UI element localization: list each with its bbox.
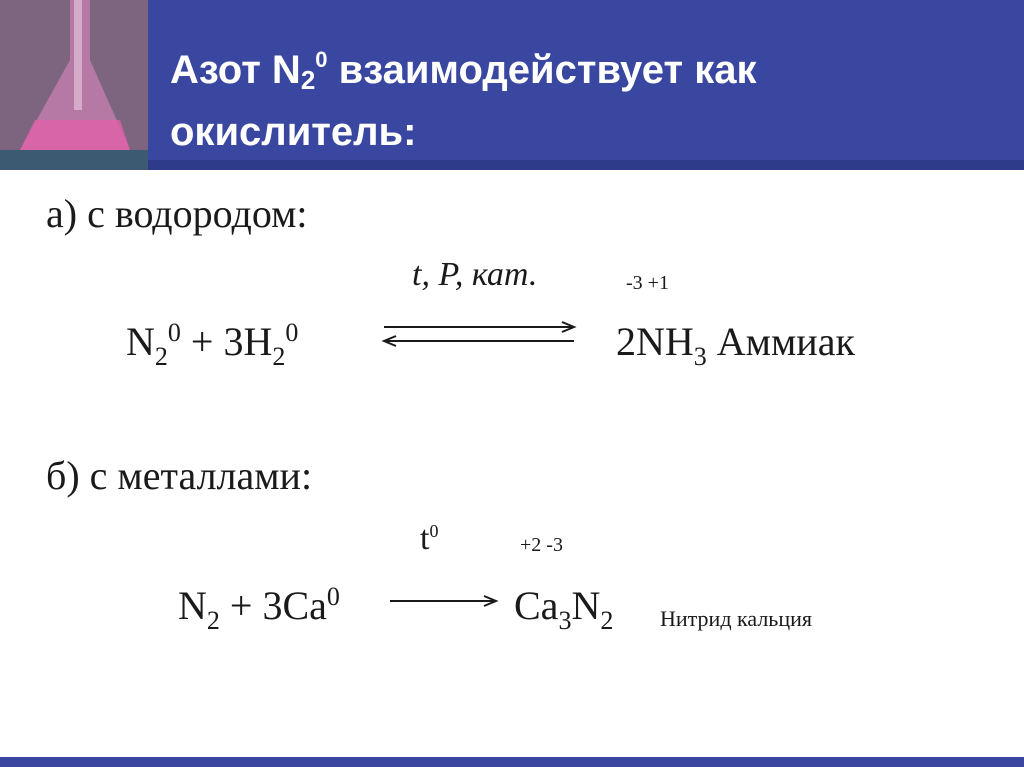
section-a-product: $2NH_3$ Аммиак (616, 319, 855, 371)
section-b-heading: б) с металлами: (46, 453, 313, 498)
section-a-heading: а) с водородом: (46, 191, 308, 236)
section-b-conditions: $t^0$ (420, 520, 439, 557)
section-a-conditions: t, P, кат. (412, 256, 538, 293)
header-band (0, 160, 1024, 170)
section-b-oxidation-states: +2 -3 (520, 534, 563, 556)
section-b-reactants: $N_2 + 3Ca^0$ (178, 582, 340, 635)
ammonia-label: Аммиак (716, 319, 855, 364)
reaction-arrow (388, 592, 500, 610)
slide-title: Азот $N_2^0$ взаимодействует как окислитель: (170, 47, 757, 154)
section-a-reactants: $N_2^0 + 3H_2^0$ (126, 318, 299, 371)
section-a-oxidation-states: -3 +1 (626, 272, 669, 294)
section-b-product: $Ca_3N_2$ (514, 583, 614, 635)
calcium-nitride-label: Нитрид кальция (660, 606, 813, 631)
equilibrium-arrow (378, 318, 580, 350)
flask-image (0, 0, 148, 170)
bottom-bar (0, 757, 1024, 767)
